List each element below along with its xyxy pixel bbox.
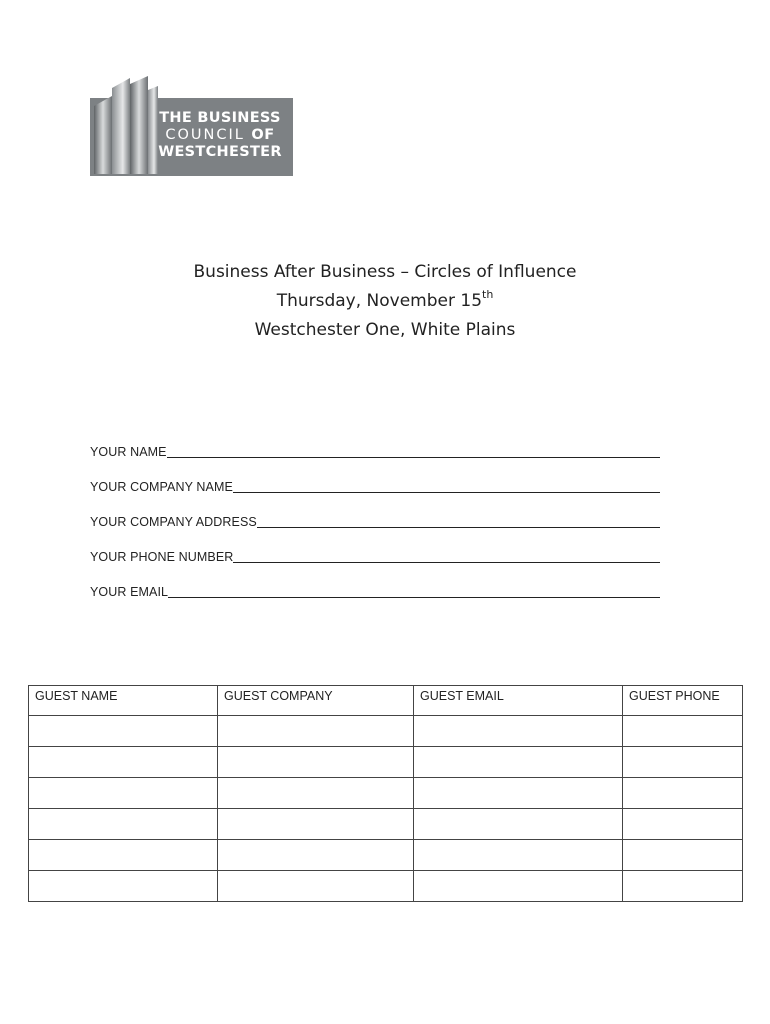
guest-email-cell[interactable] [414, 871, 623, 902]
logo-line-2a: COUNCIL [165, 127, 245, 143]
logo-line-2 [150, 127, 290, 144]
email-line[interactable] [168, 596, 660, 598]
phone-number-field[interactable] [90, 549, 660, 564]
guest-name-header: GUEST NAME [29, 686, 218, 716]
guest-phone-cell[interactable] [623, 778, 743, 809]
guest-table-body [29, 716, 743, 902]
guest-email-header: GUEST EMAIL [414, 686, 623, 716]
guest-table [28, 685, 743, 902]
your-name-field[interactable] [90, 444, 660, 459]
phone-number-line[interactable] [233, 561, 660, 563]
logo-line-2b: OF [251, 127, 275, 143]
event-title: Business After Business – Circles of Influence [193, 262, 577, 282]
guest-name-cell[interactable] [29, 871, 218, 902]
guest-phone-header: GUEST PHONE [623, 686, 743, 716]
guest-email-cell[interactable] [414, 716, 623, 747]
guest-company-cell[interactable] [218, 840, 414, 871]
guest-company-cell[interactable] [218, 871, 414, 902]
guest-table-row [29, 778, 743, 809]
guest-table-header-row [29, 686, 743, 716]
attendee-fields [90, 444, 660, 619]
event-header [0, 258, 770, 345]
guest-name-cell[interactable] [29, 840, 218, 871]
guest-email-cell[interactable] [414, 778, 623, 809]
logo-line-3: WESTCHESTER [158, 144, 282, 160]
guest-email-cell[interactable] [414, 840, 623, 871]
event-date-text: Thursday, November 15 [276, 291, 483, 311]
event-date-suffix: th [482, 288, 494, 301]
logo-line-1: THE BUSINESS [159, 110, 281, 126]
company-name-label: YOUR COMPANY NAME [90, 480, 233, 494]
guest-phone-cell[interactable] [623, 809, 743, 840]
guest-company-cell[interactable] [218, 778, 414, 809]
event-date [0, 287, 770, 316]
phone-number-label: YOUR PHONE NUMBER [90, 550, 234, 564]
guest-table-row [29, 716, 743, 747]
guest-company-cell[interactable] [218, 809, 414, 840]
your-name-line[interactable] [167, 456, 660, 458]
logo-wordmark [150, 110, 290, 161]
your-name-label: YOUR NAME [90, 445, 167, 459]
company-address-label: YOUR COMPANY ADDRESS [90, 515, 257, 529]
email-label: YOUR EMAIL [90, 585, 169, 599]
company-address-field[interactable] [90, 514, 660, 529]
company-name-line[interactable] [233, 491, 660, 493]
guest-email-cell[interactable] [414, 747, 623, 778]
guest-phone-cell[interactable] [623, 716, 743, 747]
guest-table-row [29, 809, 743, 840]
guest-company-header: GUEST COMPANY [218, 686, 414, 716]
guest-phone-cell[interactable] [623, 840, 743, 871]
guest-phone-cell[interactable] [623, 747, 743, 778]
guest-name-cell[interactable] [29, 747, 218, 778]
guest-email-cell[interactable] [414, 809, 623, 840]
business-council-logo [90, 76, 293, 178]
company-address-line[interactable] [257, 526, 660, 528]
email-field[interactable] [90, 584, 660, 599]
event-location: Westchester One, White Plains [254, 320, 516, 340]
company-name-field[interactable] [90, 479, 660, 494]
guest-company-cell[interactable] [218, 716, 414, 747]
guest-table-row [29, 871, 743, 902]
guest-table-row [29, 747, 743, 778]
guest-company-cell[interactable] [218, 747, 414, 778]
guest-name-cell[interactable] [29, 809, 218, 840]
guest-phone-cell[interactable] [623, 871, 743, 902]
guest-name-cell[interactable] [29, 716, 218, 747]
guest-table-row [29, 840, 743, 871]
guest-name-cell[interactable] [29, 778, 218, 809]
